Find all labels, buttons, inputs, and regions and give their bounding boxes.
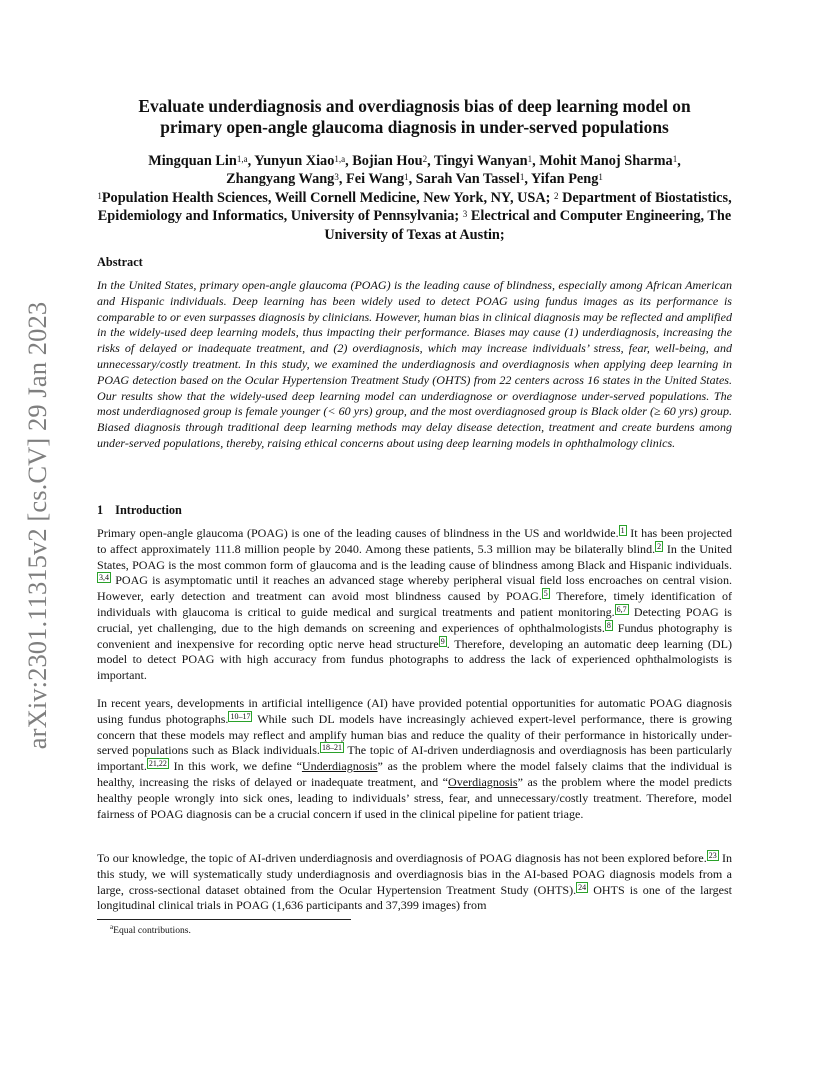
author-name: Fei Wang <box>345 171 405 188</box>
arxiv-identifier: arXiv:2301.11315v2 [cs.CV] 29 Jan 2023 <box>22 301 53 749</box>
text-run: Therefore, timely identification of individuals with glaucoma is critical to guide medical and surgical treatments and patient monitoring. <box>97 589 732 619</box>
intro-paragraph-1 <box>97 526 732 684</box>
citation-link[interactable]: 8 <box>606 620 611 630</box>
author-name: Sarah Van Tassel <box>415 171 520 188</box>
text-run: The topic of AI-driven underdiagnosis and overdiagnosis has been particularly important. <box>97 743 732 774</box>
abstract-heading: Abstract <box>97 255 143 269</box>
text-run: While such DL models have increasingly achieved expert-level performance, there is growing concern that these models may reflect and amplify human bias and reduce the quality of their performance in historically under-served populations such as Black individuals. <box>97 711 732 758</box>
text-run: In the United States, POAG is the most common form of glaucoma and is the leading cause of blindness among Black and Hispanic individuals. <box>97 541 732 572</box>
author-name: Zhangyang Wang <box>226 171 335 188</box>
author-superscript: 1 <box>598 172 603 183</box>
citation-link[interactable]: 23 <box>708 851 717 860</box>
title-line-1: Evaluate underdiagnosis and overdiagnosis bias of deep learning model on <box>138 96 691 116</box>
citation-link[interactable]: 5 <box>543 589 548 599</box>
affiliation-mark: 2 <box>554 190 559 201</box>
footnote-rule <box>97 919 351 920</box>
affiliation-mark: 1 <box>97 190 102 201</box>
author-name: Mohit Manoj Sharma <box>539 153 673 169</box>
author-superscript: 1 <box>519 172 525 183</box>
title-line-2: primary open-angle glaucoma diagnosis in under-served populations <box>160 117 669 137</box>
citation-link[interactable]: 3,4 <box>99 573 109 583</box>
author-name: Mingquan Lin <box>148 153 237 169</box>
author-superscript: 1,a <box>334 154 346 164</box>
citation-link[interactable]: 24 <box>578 882 587 892</box>
intro-paragraph-2 <box>97 696 732 822</box>
citation-link[interactable]: 6,7 <box>616 604 627 614</box>
footnote <box>110 923 191 936</box>
text-run: It has been projected to affect approximately 111.8 million people by 2040. Among these patients, 5.3 million may be bilaterally blind. <box>97 526 732 556</box>
section-number: 1 <box>97 503 104 517</box>
abstract-body: In the United States, primary open-angle glaucoma (POAG) is the leading cause of blindness, especially among African American and Hispanic individuals. Deep learning has been widely used to detect POAG using fundus images as its performance is comparable to or even surpasses diagnosis by clinicians. However, human bias in clinical diagnosis may be reflected and amplified in the widely-used deep learning models, thus impacting their performance. Biases may cause (1) underdiagnosis, increasing the risks of delayed or inadequate treatment, and (2) overdiagnosis, which may increase individuals’ stress, fear, well-being, and unnecessary/costly treatment. In this study, we examined the underdiagnosis and overdiagnosis when applying deep learning in POAG detection based on the Ocular Hypertension Treatment Study (OHTS) from 22 centers across 16 states in the United States. Our results show that the widely-used deep learning model can underdiagnose or overdiagnose under-served populations. The most underdiagnosed group is female younger (< 60 yrs) group, and the most overdiagnosed group is Black older (≥ 60 yrs) group. Biased diagnosis through traditional deep learning methods may delay disease detection, treatment and create burdens among under-served populations, thereby, raising ethical concerns about using deep learning models in ophthalmology clinics. <box>97 278 732 450</box>
author-superscript: 1 <box>527 154 533 164</box>
citation-link[interactable]: 10–17 <box>230 711 251 721</box>
affiliation-mark: 3 <box>462 209 468 220</box>
affiliation-text: Department of Biostatistics, Epidemiology and Informatics, University of Pennsylvania; <box>97 189 732 225</box>
text-run: OHTS is one of the largest longitudinal clinical trials in POAG (1,636 participants and 37,399 images) from <box>97 882 732 913</box>
author-name: Tingyi Wanyan <box>433 153 528 169</box>
affiliation-text: Population Health Sciences, Weill Cornell Medicine, New York, NY, USA; <box>101 189 551 206</box>
underdiagnosis-term: Underdiagnosis <box>301 759 378 774</box>
author-superscript: 3 <box>334 172 339 183</box>
text-run: To our knowledge, the topic of AI-driven underdiagnosis and overdiagnosis of POAG diagnosis has not been explored before. <box>97 851 707 865</box>
affiliation-text: Electrical and Computer Engineering, The University of Texas at Austin; <box>324 208 732 243</box>
author-name: Yifan Peng <box>531 171 599 188</box>
overdiagnosis-term: Overdiagnosis <box>448 774 518 789</box>
footnote-text: Equal contributions. <box>113 925 191 937</box>
author-name: Bojian Hou <box>352 153 423 169</box>
citation-link[interactable]: 2 <box>657 541 662 551</box>
section-title: Introduction <box>115 503 182 517</box>
text-run: In this study, we will systematically study underdiagnosis and overdiagnosis bias in the AI-based POAG diagnosis models from a large, cross-sectional dataset obtained from the Ocular Hypertension Treatment Study (OHTS). <box>97 851 733 897</box>
text-run: Detecting POAG is crucial, yet challenging, due to the high demands on screening and experiences of ophthalmologists. <box>97 604 732 635</box>
text-run: POAG is asymptomatic until it reaches an advanced stage whereby peripheral visual field loss encroaches on central vision. However, early detection and treatment can avoid most blindness caused by POAG. <box>97 573 732 604</box>
text-run: ” as the problem where the model predicts healthy people wrongly into sick ones, leading to individuals’ stress, fear, and unnecessary/costly treatment. Therefore, model fairness of POAG diagnosis can be a crucial concern if used in the clinical pipeline for patient triage. <box>97 774 732 821</box>
text-run: Primary open-angle glaucoma (POAG) is one of the leading causes of blindness in the US and worldwide. <box>97 526 619 540</box>
section-heading-introduction <box>97 503 182 518</box>
citation-link[interactable]: 21,22 <box>148 759 167 769</box>
text-run: . Therefore, developing an automatic deep learning (DL) model to detect POAG with high accuracy from fundus photographs to address the lack of experienced ophthalmologists is important. <box>97 636 732 683</box>
citation-link[interactable]: 18–21 <box>321 743 342 753</box>
affiliations <box>97 190 731 243</box>
citation-link[interactable]: 1 <box>620 526 625 535</box>
intro-paragraph-3 <box>97 851 732 914</box>
author-superscript: 1 <box>672 154 678 164</box>
citation-link[interactable]: 9 <box>440 636 445 646</box>
text-run: Fundus photography is convenient and inexpensive for recording optic nerve head structure <box>97 620 733 651</box>
arxiv-margin-stamp <box>22 290 54 760</box>
author-superscript: 1 <box>404 172 409 183</box>
text-run: In this work, we define “ <box>168 759 302 774</box>
footnote-mark: a <box>110 923 114 931</box>
author-superscript: 2 <box>422 154 428 164</box>
paper-title <box>97 96 732 138</box>
text-run: ” as the problem where the model falsely claims that the individual is healthy, increasing the risks of delayed or inadequate treatment, and “ <box>97 759 732 789</box>
text-run: In recent years, developments in artificial intelligence (AI) have provided potential opportunities for automatic POAG diagnosis using fundus photographs. <box>97 696 732 726</box>
author-block: Mingquan Lin$^{1,a}$, Yunyun Xiao$^{1,a}$, Bojian Hou$^2$, Tingyi Wanyan$^1$, Mohit Manoj Sharma$^1$, Zhangyang Wang$^3$, Fei Wang$^1$, Sarah Van Tassel$^1$, Yifan Peng$^1$ $^1$Population Health Sciences, Weill Cornell Medicine, New York, NY, USA; $^2$ Department of Biostatistics, Epidemiology and Informatics, University of Pennsylvania; $^3$ Electrical and Computer Engineering, The University of Texas at Austin; <box>97 153 732 243</box>
author-name: Yunyun Xiao <box>254 153 335 169</box>
author-superscript: 1,a <box>236 154 248 164</box>
